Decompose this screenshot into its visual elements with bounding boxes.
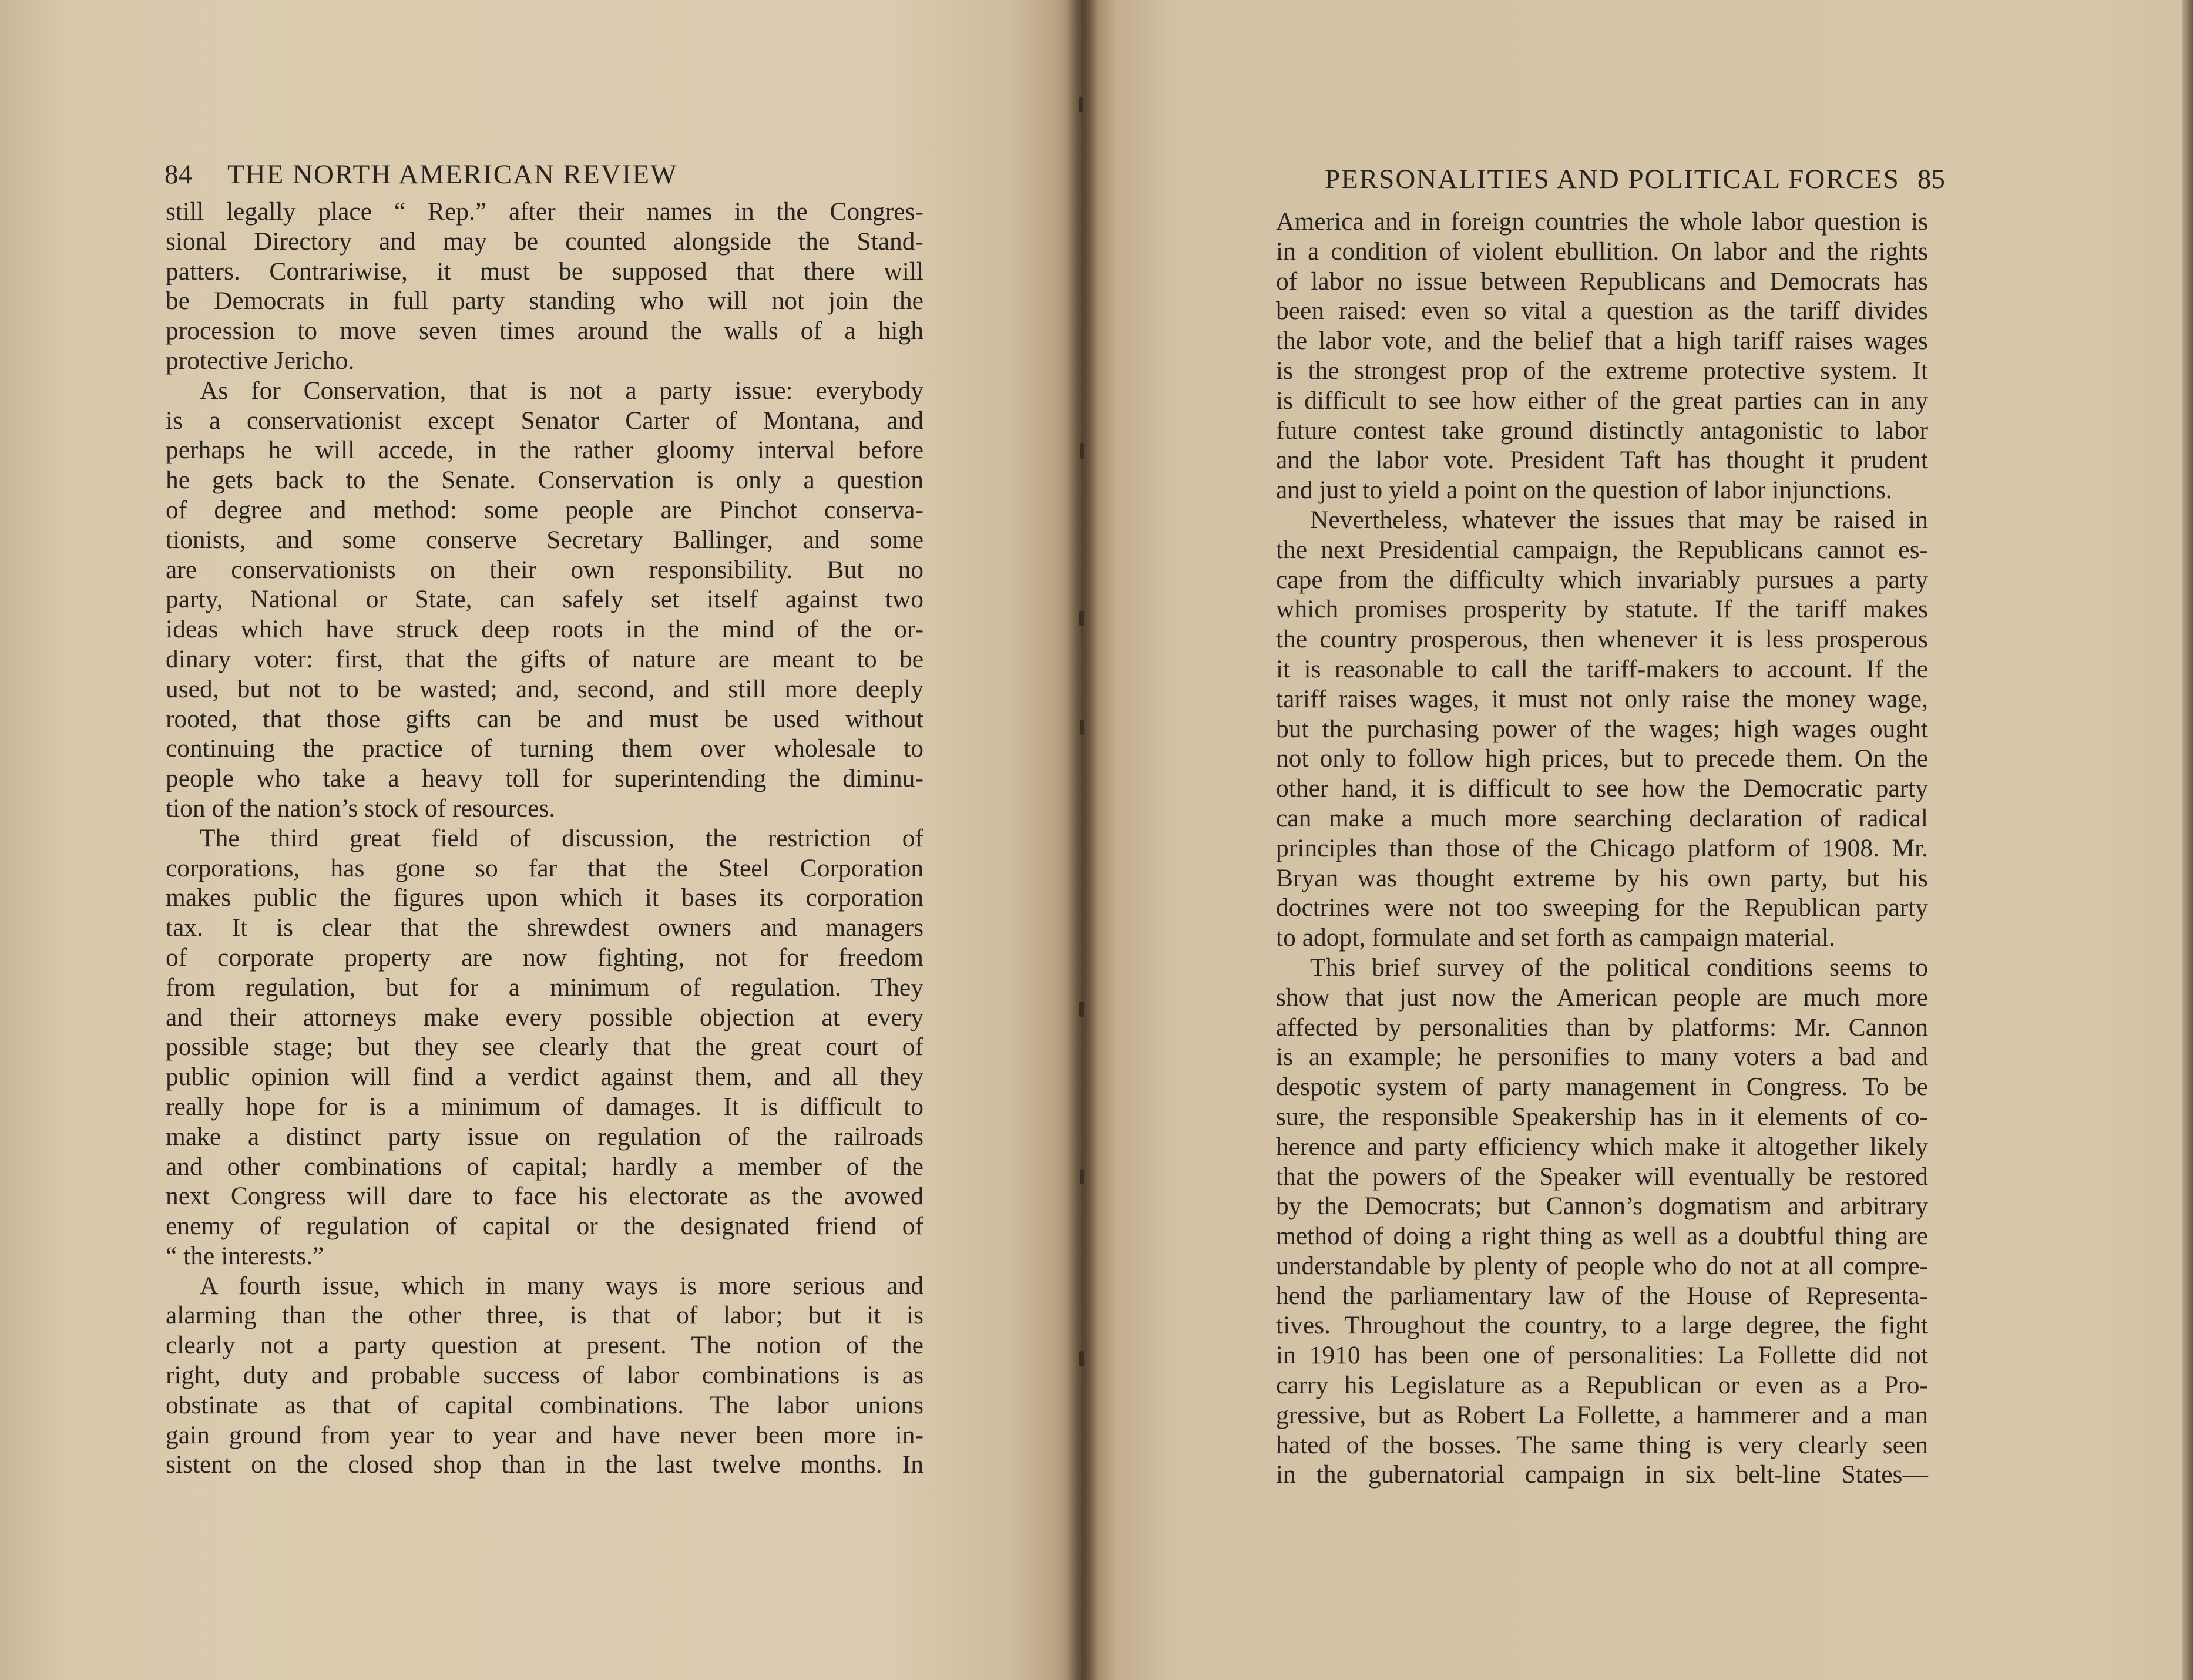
binding-thread: [1080, 720, 1084, 735]
right-running-title: PERSONALITIES AND POLITICAL FORCES: [1325, 164, 1900, 194]
text-line: protective Jericho.: [166, 346, 355, 375]
right-running-header: [1325, 163, 1945, 195]
text-line: herence and party efficiency which make it altogether likely: [1276, 1132, 1928, 1161]
text-line: is difficult to see how either of the great parties can in any: [1276, 386, 1928, 415]
text-line: can make a much more searching declaration of radical: [1276, 804, 1928, 832]
text-line: Nevertheless, whatever the issues that may be raised in: [1310, 505, 1928, 534]
text-line: doctrines were not too sweeping for the Republican party: [1276, 893, 1928, 922]
text-line: principles than those of the Chicago platform of 1908. Mr.: [1276, 834, 1928, 862]
text-line: in the gubernatorial campaign in six belt-line States—: [1276, 1460, 1928, 1489]
text-line: possible stage; but they see clearly that the great court of: [166, 1033, 923, 1061]
text-line: obstinate as that of capital combinations. The labor unions: [166, 1390, 923, 1419]
text-line: and just to yield a point on the question of labor injunctions.: [1276, 476, 1892, 505]
text-line: are conservationists on their own responsibility. But no: [166, 555, 923, 584]
text-line: is the strongest prop of the extreme protective system. It: [1276, 356, 1928, 385]
text-line: tariff raises wages, it must not only raise the money wage,: [1276, 684, 1928, 713]
text-line: “ the interests.”: [166, 1241, 324, 1270]
text-line: not only to follow high prices, but to precede them. On the: [1276, 744, 1928, 773]
text-line: it is reasonable to call the tariff-makers to account. If the: [1276, 654, 1928, 683]
text-line: show that just now the American people are much more: [1276, 983, 1928, 1012]
left-running-header: [164, 159, 805, 190]
left-running-title: THE NORTH AMERICAN REVIEW: [227, 159, 678, 190]
text-line: other hand, it is difficult to see how the Democratic party: [1276, 774, 1928, 803]
text-line: in a condition of violent ebullition. On labor and the rights: [1276, 237, 1928, 266]
text-line: hend the parliamentary law of the House of Representa-: [1276, 1281, 1928, 1310]
left-page: [0, 0, 1081, 1680]
text-line: is an example; he personifies to many voters a bad and: [1276, 1043, 1928, 1071]
text-line: and their attorneys make every possible objection at every: [166, 1003, 923, 1031]
text-line: the next Presidential campaign, the Republicans cannot es-: [1276, 535, 1928, 564]
text-line: affected by personalities than by platforms: Mr. Cannon: [1276, 1013, 1928, 1041]
text-line: sional Directory and may be counted alongside the Stand-: [166, 227, 923, 256]
text-line: As for Conservation, that is not a party issue: everybody: [200, 376, 923, 405]
text-line: public opinion will find a verdict against them, and all they: [166, 1063, 923, 1091]
left-body-text: [166, 197, 923, 1480]
text-line: tax. It is clear that the shrewdest owners and managers: [166, 913, 923, 942]
text-line: understandable by plenty of people who do not at all compre-: [1276, 1251, 1928, 1280]
text-line: by the Democrats; but Cannon’s dogmatism and arbitrary: [1276, 1192, 1928, 1221]
binding-thread: [1079, 97, 1083, 112]
text-line: future contest take ground distinctly antagonistic to labor: [1276, 416, 1928, 445]
text-line: used, but not to be wasted; and, second, and still more deeply: [166, 674, 923, 703]
right-body-text: [1276, 207, 1928, 1490]
binding-thread: [1079, 1002, 1084, 1017]
text-line: be Democrats in full party standing who will not join the: [166, 287, 923, 315]
text-line: hated of the bosses. The same thing is very clearly seen: [1276, 1430, 1928, 1459]
binding-thread: [1080, 443, 1084, 459]
text-line: he gets back to the Senate. Conservation is only a question: [166, 466, 923, 495]
text-line: in 1910 has been one of personalities: La Follette did not: [1276, 1341, 1928, 1370]
text-line: tionists, and some conserve Secretary Ballinger, and some: [166, 525, 923, 554]
text-line: been raised: even so vital a question as the tariff divides: [1276, 297, 1928, 325]
text-line: The third great field of discussion, the restriction of: [200, 824, 923, 852]
binding-thread: [1079, 1351, 1084, 1366]
right-page-number: 85: [1917, 164, 1945, 194]
text-line: but the purchasing power of the wages; high wages ought: [1276, 714, 1928, 743]
text-line: rooted, that those gifts can be and must be used without: [166, 704, 923, 733]
text-line: the labor vote, and the belief that a high tariff raises wages: [1276, 327, 1928, 355]
text-line: that the powers of the Speaker will eventually be restored: [1276, 1162, 1928, 1191]
text-line: of labor no issue between Republicans and Democrats has: [1276, 267, 1928, 295]
text-line: right, duty and probable success of labor combinations is as: [166, 1361, 923, 1390]
text-line: party, National or State, can safely set itself against two: [166, 585, 923, 614]
text-line: next Congress will dare to face his electorate as the avowed: [166, 1182, 923, 1211]
text-line: alarming than the other three, is that of labor; but it is: [166, 1301, 923, 1330]
text-line: carry his Legislature as a Republican or even as a Pro-: [1276, 1371, 1928, 1400]
text-line: ideas which have struck deep roots in the mind of the or-: [166, 615, 923, 644]
text-line: patters. Contrariwise, it must be supposed that there will: [166, 257, 923, 285]
text-line: dinary voter: first, that the gifts of nature are meant to be: [166, 644, 923, 673]
text-line: from regulation, but for a minimum of regulation. They: [166, 973, 923, 1002]
binding-gutter: [1066, 0, 1099, 1680]
text-line: and the labor vote. President Taft has thought it prudent: [1276, 446, 1928, 475]
text-line: despotic system of party management in Congress. To be: [1276, 1073, 1928, 1101]
text-line: tion of the nation’s stock of resources.: [166, 794, 556, 822]
text-line: and other combinations of capital; hardly a member of the: [166, 1152, 923, 1181]
text-line: makes public the figures upon which it bases its corporation: [166, 883, 923, 912]
text-line: gressive, but as Robert La Follette, a hammerer and a man: [1276, 1400, 1928, 1429]
text-line: enemy of regulation of capital or the designated friend of: [166, 1212, 923, 1241]
text-line: which promises prosperity by statute. If the tariff makes: [1276, 595, 1928, 624]
text-line: gain ground from year to year and have never been more in-: [166, 1420, 923, 1449]
text-line: of degree and method: some people are Pinchot conserva-: [166, 495, 923, 524]
right-page-edge: [2182, 0, 2193, 1680]
text-line: the country prosperous, then whenever it is less prosperous: [1276, 625, 1928, 654]
text-line: clearly not a party question at present. The notion of the: [166, 1331, 923, 1360]
text-line: tives. Throughout the country, to a large degree, the fight: [1276, 1311, 1928, 1340]
text-line: This brief survey of the political conditions seems to: [1310, 953, 1928, 982]
left-page-number: 84: [164, 159, 192, 190]
text-line: of corporate property are now fighting, not for freedom: [166, 943, 923, 972]
text-line: to adopt, formulate and set forth as campaign material.: [1276, 923, 1835, 952]
text-line: make a distinct party issue on regulation of the railroads: [166, 1122, 923, 1151]
text-line: really hope for is a minimum of damages. It is difficult to: [166, 1092, 923, 1121]
text-line: A fourth issue, which in many ways is more serious and: [200, 1271, 923, 1300]
binding-thread: [1079, 611, 1084, 626]
text-line: procession to move seven times around the walls of a high: [166, 317, 923, 345]
text-line: perhaps he will accede, in the rather gloomy interval before: [166, 436, 923, 465]
binding-thread: [1080, 1169, 1084, 1184]
text-line: cape from the difficulty which invariably pursues a party: [1276, 565, 1928, 594]
text-line: America and in foreign countries the whole labor question is: [1276, 207, 1928, 236]
text-line: corporations, has gone so far that the Steel Corporation: [166, 854, 923, 882]
text-line: method of doing a right thing as well as a doubtful thing are: [1276, 1222, 1928, 1251]
text-line: continuing the practice of turning them over wholesale to: [166, 734, 923, 763]
text-line: is a conservationist except Senator Carter of Montana, and: [166, 406, 923, 435]
text-line: sure, the responsible Speakership has in it elements of co-: [1276, 1102, 1928, 1131]
text-line: still legally place “ Rep.” after their names in the Congres-: [166, 197, 923, 226]
right-page: [1081, 0, 2193, 1680]
text-line: people who take a heavy toll for superintending the diminu-: [166, 764, 923, 793]
text-line: sistent on the closed shop than in the last twelve months. In: [166, 1450, 923, 1479]
text-line: Bryan was thought extreme by his own party, but his: [1276, 863, 1928, 892]
